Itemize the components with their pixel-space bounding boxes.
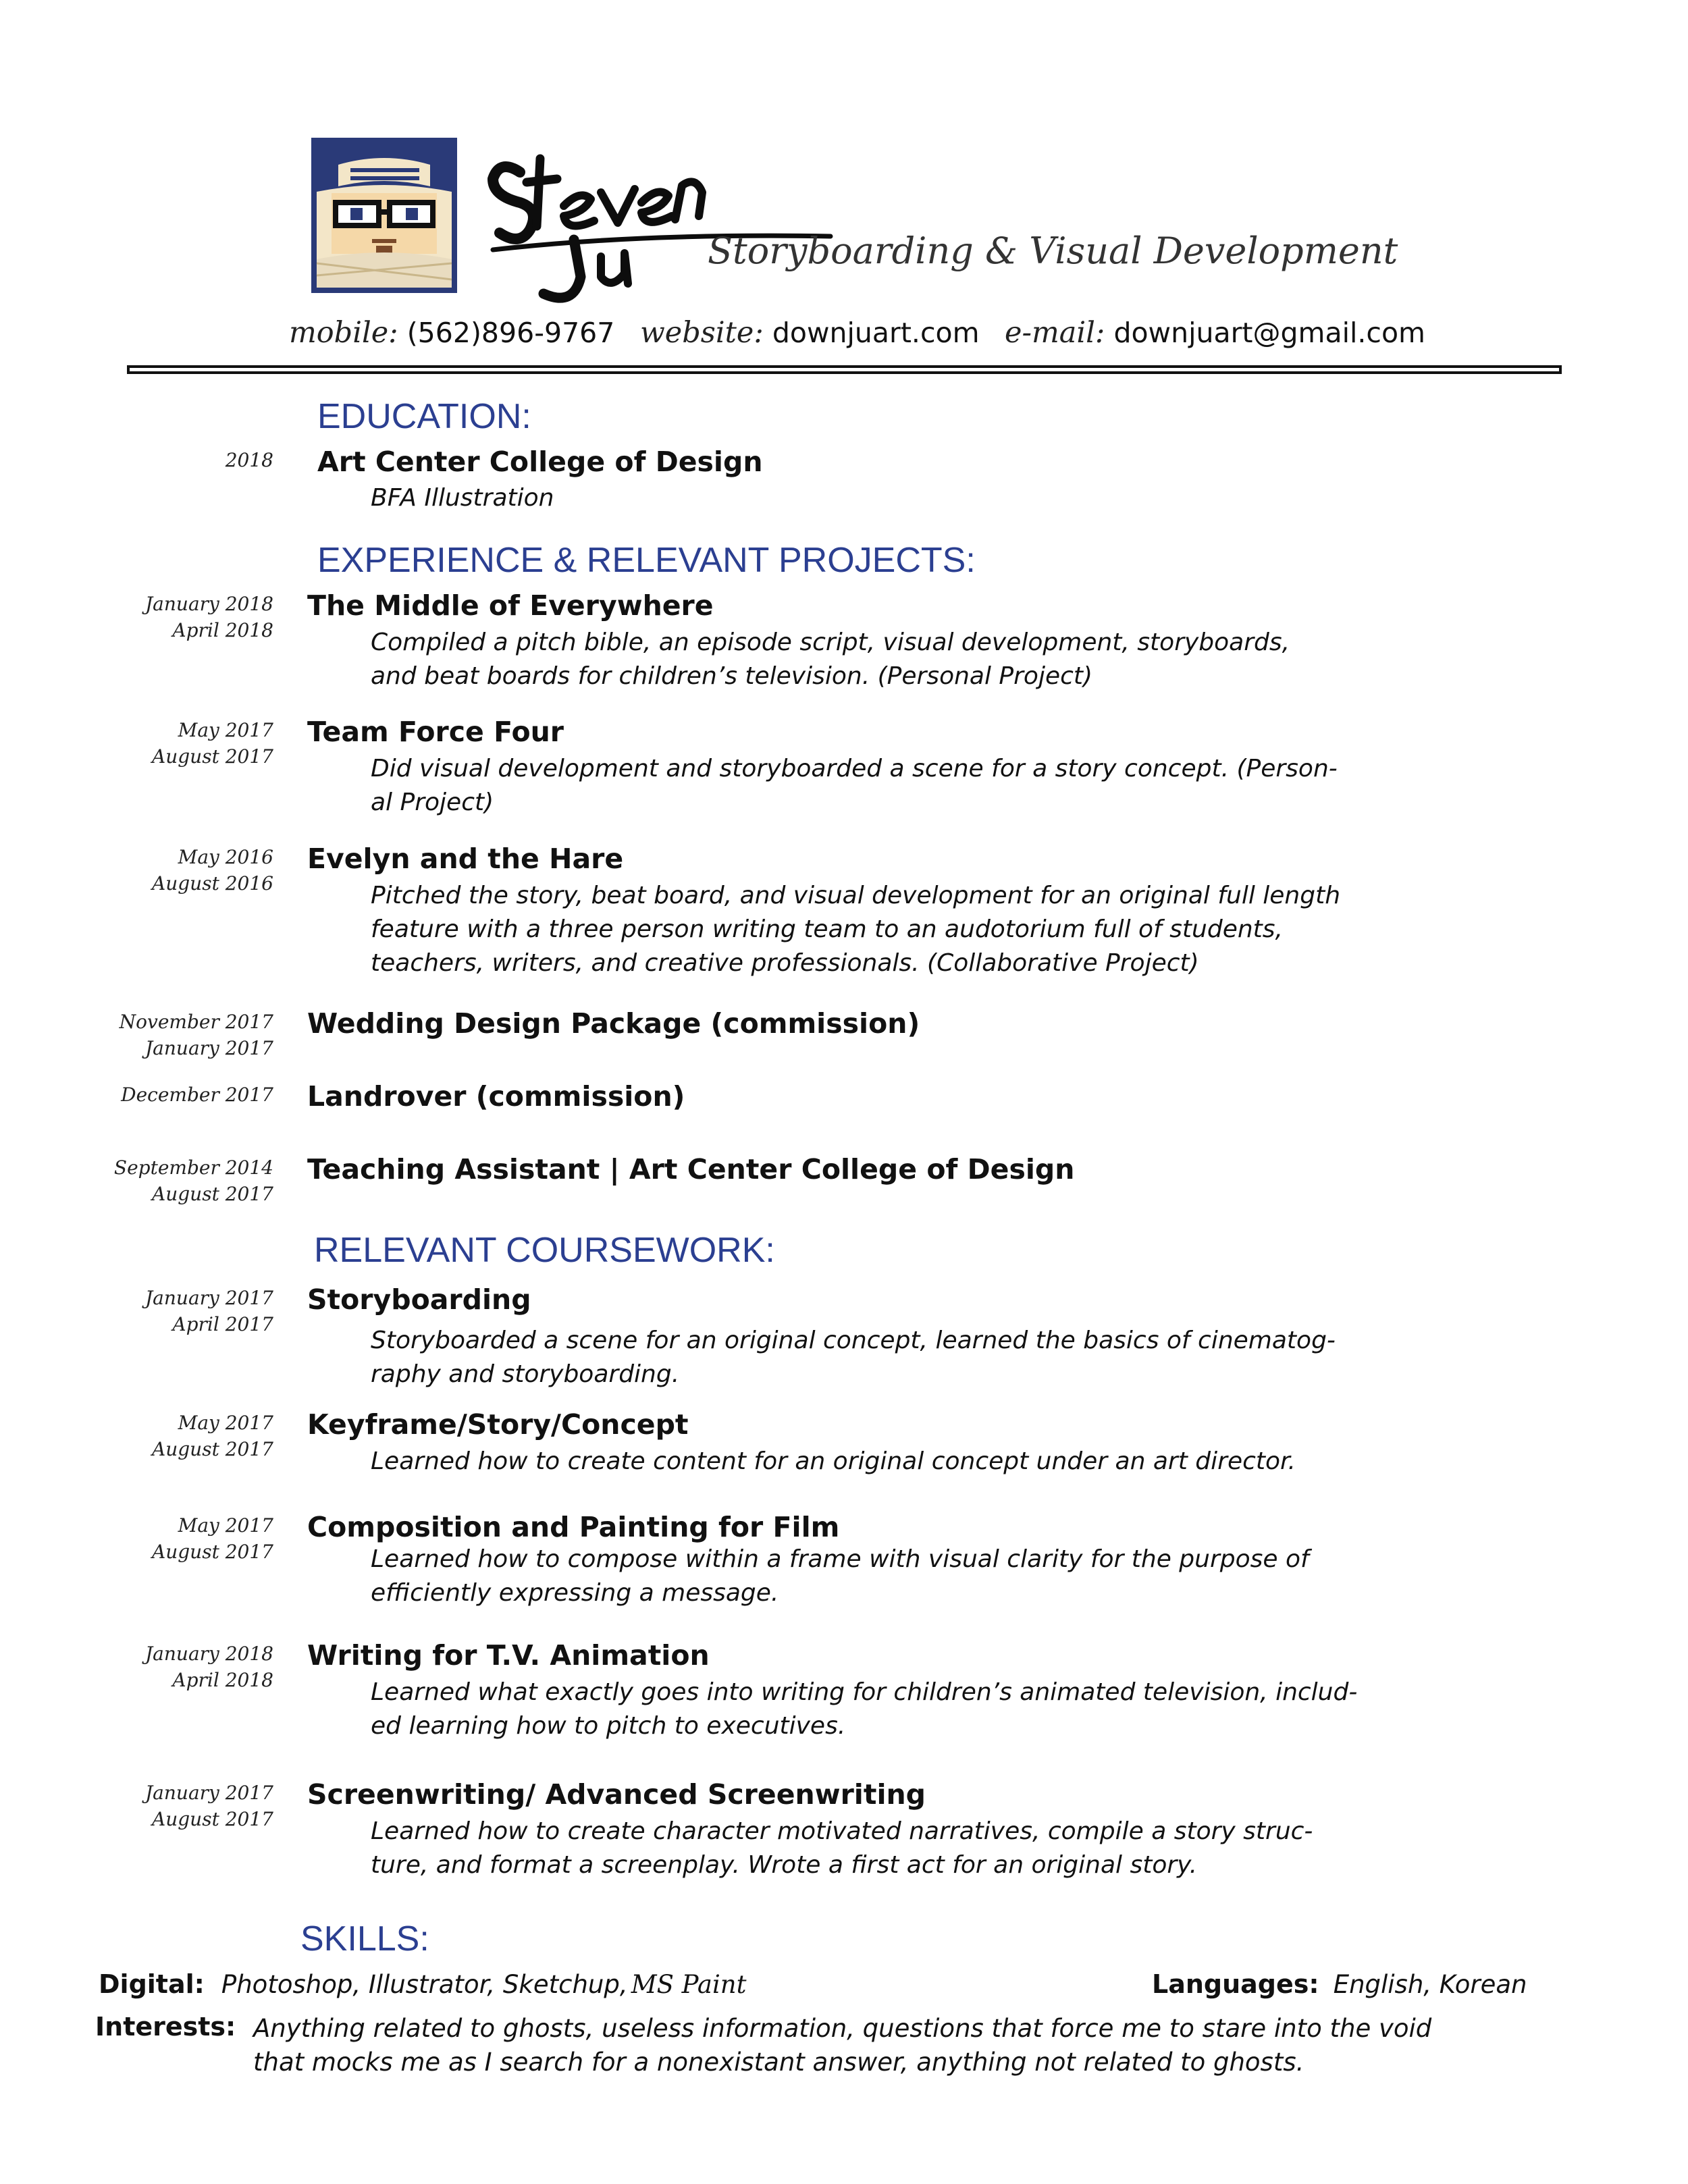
coursework-desc (371, 1543, 1451, 1610)
contact-mobile-label: mobile: (289, 316, 398, 350)
experience-date (145, 591, 273, 643)
education-degree-text: BFA Illustration (371, 484, 554, 512)
avatar (311, 138, 457, 293)
coursework-date (145, 1285, 273, 1337)
date-end: August 2017 (152, 1541, 273, 1563)
coursework-title: Writing for T.V. Animation (307, 1639, 710, 1672)
contact-mobile (289, 316, 614, 350)
contact-website-label: website: (640, 316, 764, 350)
experience-title: The Middle of Everywhere (307, 589, 714, 622)
date-end: April 2018 (172, 1669, 273, 1691)
coursework-desc (371, 1445, 1451, 1479)
contact-website (640, 316, 980, 350)
coursework-date (145, 1780, 273, 1832)
date-start: January 2018 (144, 593, 273, 615)
skills-digital-extra: MS Paint (631, 1970, 747, 1999)
desc-line: Learned how to create character motivated narratives, compile a story struc- (371, 1817, 1313, 1845)
coursework-title: Storyboarding (307, 1283, 531, 1316)
date-end: April 2017 (172, 1313, 273, 1335)
experience-desc (371, 879, 1451, 980)
desc-line: ed learning how to pitch to executives. (371, 1712, 846, 1740)
date-end: August 2017 (152, 1438, 273, 1460)
date-start: January 2017 (144, 1782, 273, 1804)
skills-heading: SKILLS: (300, 1919, 429, 1959)
coursework-title: Screenwriting/ Advanced Screenwriting (307, 1778, 926, 1811)
date-start: January 2018 (144, 1643, 273, 1665)
experience-heading: EXPERIENCE & RELEVANT PROJECTS: (317, 541, 976, 580)
experience-title: Landrover (commission) (307, 1080, 685, 1113)
desc-line: feature with a three person writing team to an audotorium full of students, (371, 915, 1283, 943)
header-divider (127, 365, 1562, 374)
desc-line: al Project) (371, 789, 494, 816)
contact-email-value: downjuart@gmail.com (1113, 317, 1425, 349)
desc-line: Learned what exactly goes into writing for children’s animated television, includ- (371, 1678, 1358, 1706)
coursework-heading: RELEVANT COURSEWORK: (314, 1231, 775, 1270)
date-end: August 2017 (152, 1183, 273, 1205)
education-heading: EDUCATION: (317, 397, 531, 436)
date-start: May 2017 (178, 1412, 273, 1434)
desc-line: ture, and format a screenplay. Wrote a first act for an original story. (371, 1851, 1198, 1879)
date-end: April 2018 (172, 619, 273, 641)
date-start: January 2017 (144, 1287, 273, 1309)
date-end: August 2016 (152, 872, 273, 895)
desc-line: efficiently expressing a message. (371, 1579, 779, 1607)
interests-line: that mocks me as I search for a nonexistant answer, anything not related to ghosts. (253, 2048, 1304, 2077)
desc-line: Compiled a pitch bible, an episode script, visual development, storyboards, (371, 629, 1290, 656)
contact-mobile-value: (562)896-9767 (406, 317, 615, 349)
contact-email (1005, 316, 1425, 350)
experience-date (120, 1009, 273, 1061)
date-end: January 2017 (144, 1037, 273, 1059)
experience-date (152, 717, 273, 770)
skills-interests-label: Interests: (95, 2012, 236, 2042)
date-end: August 2017 (152, 745, 273, 768)
desc-line: Storyboarded a scene for an original concept, learned the basics of cinematog- (371, 1327, 1336, 1354)
experience-desc (371, 626, 1451, 693)
coursework-desc (371, 1676, 1451, 1743)
experience-date (152, 844, 273, 897)
date-start: November 2017 (119, 1011, 273, 1033)
desc-line: Pitched the story, beat board, and visual development for an original full length (371, 882, 1341, 909)
tagline: Storyboarding & Visual Development (708, 230, 1398, 272)
desc-line: Learned how to create content for an original concept under an art director. (371, 1447, 1296, 1475)
skills-digital-label: Digital: (99, 1969, 205, 1999)
desc-line: Did visual development and storyboarded a scene for a story concept. (Person- (371, 755, 1338, 782)
desc-line: and beat boards for children’s television. (Personal Project) (371, 662, 1093, 690)
skills-languages (1152, 1969, 1527, 1999)
signature-logo (473, 132, 837, 314)
desc-line: teachers, writers, and creative professionals. (Collaborative Project) (371, 949, 1199, 977)
experience-title: Team Force Four (307, 716, 564, 748)
date-start: May 2017 (178, 719, 273, 741)
coursework-date (152, 1410, 273, 1462)
experience-desc (371, 752, 1451, 820)
date-start: September 2014 (113, 1156, 273, 1179)
experience-title: Evelyn and the Hare (307, 843, 624, 875)
education-school: Art Center College of Design (317, 446, 763, 478)
date-end: August 2017 (152, 1808, 273, 1830)
experience-title: Teaching Assistant | Art Center College of Design (307, 1153, 1075, 1186)
date-start: December 2017 (121, 1084, 273, 1106)
contact-website-value: downjuart.com (772, 317, 980, 349)
skills-languages-label: Languages: (1152, 1969, 1319, 1999)
skills-interests-value (253, 2012, 1431, 2079)
experience-date (121, 1082, 273, 1108)
interests-line: Anything related to ghosts, useless information, questions that force me to stare into the void (253, 2014, 1432, 2043)
coursework-desc (371, 1815, 1451, 1882)
coursework-desc (371, 1324, 1451, 1391)
skills-digital (99, 1969, 747, 1999)
education-degree (371, 481, 1451, 515)
skills-digital-value: Photoshop, Illustrator, Sketchup, (221, 1970, 628, 1999)
experience-title: Wedding Design Package (commission) (307, 1007, 920, 1040)
skills-languages-value: English, Korean (1333, 1970, 1527, 1999)
coursework-date (145, 1641, 273, 1693)
desc-line: Learned how to compose within a frame with visual clarity for the purpose of (371, 1545, 1309, 1573)
desc-line: raphy and storyboarding. (371, 1360, 680, 1388)
date-start: May 2016 (178, 846, 273, 868)
contact-email-label: e-mail: (1005, 316, 1105, 350)
coursework-title: Keyframe/Story/Concept (307, 1408, 689, 1441)
education-date: 2018 (225, 449, 273, 471)
experience-date (114, 1154, 273, 1207)
date-start: May 2017 (178, 1514, 273, 1537)
coursework-date (152, 1512, 273, 1565)
coursework-title: Composition and Painting for Film (307, 1511, 840, 1543)
